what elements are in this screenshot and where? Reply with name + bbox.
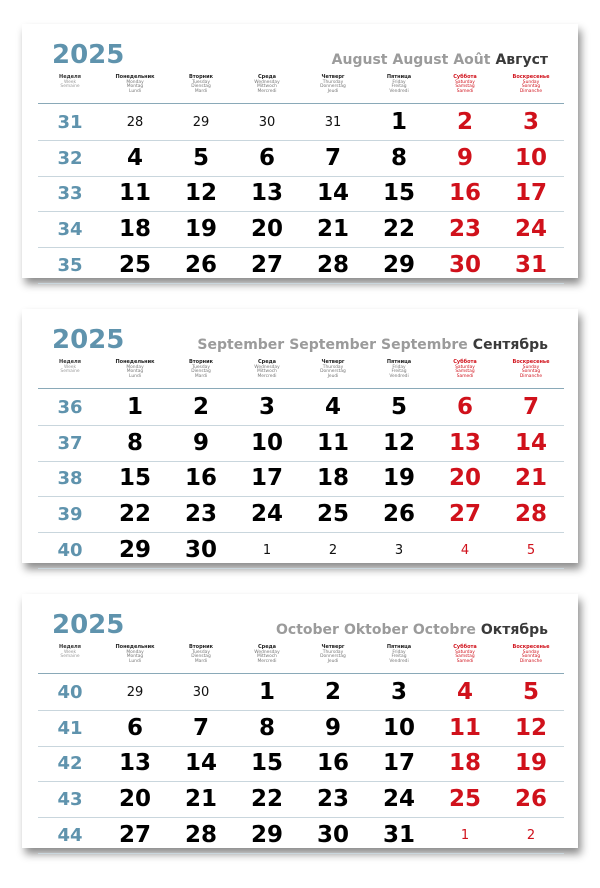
month-name: September bbox=[197, 337, 285, 353]
day-cell: 26 bbox=[382, 501, 415, 528]
week-row bbox=[38, 533, 564, 569]
weekday-header-cell bbox=[102, 645, 168, 673]
week-column-header bbox=[38, 645, 102, 673]
weekday-name: Воскресенье bbox=[512, 644, 550, 650]
week-number: 43 bbox=[57, 789, 83, 811]
day-cell: 6 bbox=[258, 144, 275, 171]
weekday-translation: Mittwoch bbox=[257, 84, 277, 90]
weekday-translation: Mittwoch bbox=[257, 369, 277, 375]
week-row bbox=[38, 212, 564, 248]
day-cell: 23 bbox=[448, 216, 481, 243]
day-cell: 27 bbox=[250, 252, 283, 279]
weekday-translation: Freitag bbox=[391, 369, 407, 375]
month-title bbox=[276, 594, 548, 638]
month-title bbox=[332, 24, 548, 68]
week-rows bbox=[38, 675, 564, 854]
month-name: August bbox=[331, 52, 388, 68]
weekday-header-cell bbox=[234, 645, 300, 673]
week-number: 41 bbox=[57, 717, 83, 739]
weekday-translation: Week bbox=[63, 649, 77, 655]
weekday-translation: Week bbox=[63, 364, 77, 370]
day-cell: 31 bbox=[514, 252, 547, 279]
adjacent-month-day: 1 bbox=[262, 543, 272, 559]
weekday-translation: Montag bbox=[126, 84, 144, 90]
week-row bbox=[38, 105, 564, 141]
day-cell: 12 bbox=[382, 429, 415, 456]
day-cell: 17 bbox=[250, 465, 283, 492]
week-row bbox=[38, 711, 564, 747]
day-cell: 5 bbox=[192, 144, 209, 171]
weekday-header-cell bbox=[168, 75, 234, 103]
weekday-translation: Jeudi bbox=[327, 89, 339, 95]
weekday-header-cell bbox=[498, 360, 564, 388]
week-number: 32 bbox=[57, 147, 83, 169]
week-number: 44 bbox=[57, 825, 83, 847]
weekday-header-cell bbox=[498, 75, 564, 103]
week-row bbox=[38, 177, 564, 213]
day-cell: 15 bbox=[118, 465, 151, 492]
weekday-translation: Dienstag bbox=[191, 654, 211, 660]
weekday-header-cell bbox=[102, 75, 168, 103]
weekday-header-cell bbox=[432, 645, 498, 673]
month-name: Oktober bbox=[343, 622, 408, 638]
weekday-translation: Saturday bbox=[455, 649, 475, 655]
weekday-translation: Dimanche bbox=[519, 659, 543, 665]
day-cell: 22 bbox=[250, 786, 283, 813]
week-row bbox=[38, 747, 564, 783]
weekday-header-cell bbox=[366, 645, 432, 673]
month-name: Август bbox=[495, 52, 548, 68]
weekday-header-cell bbox=[168, 360, 234, 388]
weekday-name: Суббота bbox=[453, 74, 477, 80]
day-cell: 9 bbox=[192, 429, 209, 456]
weekday-name: Вторник bbox=[188, 359, 214, 365]
weekday-translation: Dienstag bbox=[191, 84, 211, 90]
day-cell: 13 bbox=[448, 429, 481, 456]
month-name: September bbox=[289, 337, 376, 353]
adjacent-month-day: 31 bbox=[324, 114, 342, 130]
weekday-translation: Wednesday bbox=[254, 649, 280, 655]
day-cell: 14 bbox=[514, 429, 547, 456]
month-name: Octobre bbox=[412, 622, 476, 638]
day-cell: 22 bbox=[118, 501, 151, 528]
adjacent-month-day: 5 bbox=[526, 543, 536, 559]
weekday-translation: Lundi bbox=[129, 659, 141, 665]
day-cell: 14 bbox=[316, 180, 349, 207]
weekday-translation: Friday bbox=[392, 79, 406, 85]
day-cell: 25 bbox=[118, 252, 151, 279]
weekday-header-cell bbox=[300, 645, 366, 673]
weekday-header-cell bbox=[300, 75, 366, 103]
weekday-header-cell bbox=[234, 360, 300, 388]
day-cell: 16 bbox=[184, 465, 217, 492]
week-row bbox=[38, 390, 564, 426]
weekday-name: Неделя bbox=[59, 644, 81, 650]
week-row bbox=[38, 248, 564, 284]
weekday-translation: Sunday bbox=[522, 79, 540, 85]
week-number: 34 bbox=[57, 219, 83, 241]
weekday-header-cell bbox=[366, 75, 432, 103]
weekday-name: Пятница bbox=[386, 644, 412, 650]
day-cell: 7 bbox=[192, 714, 209, 741]
weekday-name: Пятница bbox=[386, 74, 412, 80]
month-card bbox=[22, 594, 578, 848]
weekday-translation: Lundi bbox=[129, 374, 141, 380]
day-cell: 2 bbox=[192, 393, 209, 420]
weekday-translation: Wednesday bbox=[254, 364, 280, 370]
weekday-translation: Dimanche bbox=[519, 374, 543, 380]
day-cell: 16 bbox=[448, 180, 481, 207]
weekday-translation: Samstag bbox=[455, 84, 475, 90]
adjacent-month-day: 30 bbox=[258, 114, 276, 130]
weekday-translation: Samedi bbox=[456, 89, 474, 95]
weekday-translation: Samedi bbox=[456, 374, 474, 380]
weekday-translation: Monday bbox=[126, 649, 144, 655]
day-cell: 11 bbox=[448, 714, 481, 741]
weekday-translation: Montag bbox=[126, 654, 144, 660]
weekday-translation: Semaine bbox=[60, 84, 80, 90]
weekday-translation: Thursday bbox=[322, 79, 344, 85]
day-cell: 29 bbox=[382, 252, 415, 279]
day-cell: 13 bbox=[250, 180, 283, 207]
day-cell: 14 bbox=[184, 750, 217, 777]
day-cell: 5 bbox=[522, 678, 539, 705]
weekday-translation: Tuesday bbox=[192, 364, 210, 370]
week-column-header bbox=[38, 75, 102, 103]
month-name: August bbox=[392, 52, 449, 68]
month-name: Septembre bbox=[381, 337, 468, 353]
day-cell: 15 bbox=[250, 750, 283, 777]
weekday-translation: Week bbox=[63, 79, 77, 85]
week-number: 38 bbox=[57, 468, 83, 490]
day-cell: 30 bbox=[448, 252, 481, 279]
weekday-translation: Wednesday bbox=[254, 79, 280, 85]
day-cell: 8 bbox=[258, 714, 275, 741]
adjacent-month-day: 30 bbox=[192, 684, 210, 700]
weekday-translation: Saturday bbox=[455, 79, 475, 85]
weekday-translation: Monday bbox=[126, 79, 144, 85]
weekday-header-cell bbox=[168, 645, 234, 673]
day-cell: 3 bbox=[258, 393, 275, 420]
adjacent-month-day: 1 bbox=[460, 828, 470, 844]
day-cell: 23 bbox=[184, 501, 217, 528]
weekday-translation: Friday bbox=[392, 364, 406, 370]
weekday-translation: Lundi bbox=[129, 89, 141, 95]
day-cell: 26 bbox=[514, 786, 547, 813]
day-cell: 9 bbox=[324, 714, 341, 741]
day-cell: 18 bbox=[448, 750, 481, 777]
day-cell: 25 bbox=[448, 786, 481, 813]
month-name: October bbox=[276, 622, 339, 638]
weekday-translation: Jeudi bbox=[327, 374, 339, 380]
weekday-translation: Monday bbox=[126, 364, 144, 370]
weekday-name: Четверг bbox=[321, 644, 345, 650]
weekday-translation: Freitag bbox=[391, 84, 407, 90]
day-cell: 11 bbox=[118, 180, 151, 207]
day-cell: 26 bbox=[184, 252, 217, 279]
weekday-translation: Semaine bbox=[60, 369, 80, 375]
week-row bbox=[38, 497, 564, 533]
day-cell: 20 bbox=[250, 216, 283, 243]
day-cell: 30 bbox=[184, 537, 217, 564]
weekday-name: Понедельник bbox=[115, 359, 155, 365]
day-cell: 31 bbox=[382, 822, 415, 849]
weekday-name: Вторник bbox=[188, 74, 214, 80]
weekday-name: Понедельник bbox=[115, 74, 155, 80]
weekday-name: Суббота bbox=[453, 644, 477, 650]
day-cell: 3 bbox=[390, 678, 407, 705]
week-column-header bbox=[38, 360, 102, 388]
week-number: 31 bbox=[57, 111, 83, 133]
weekday-translation: Samstag bbox=[455, 654, 475, 660]
weekday-translation: Samedi bbox=[456, 659, 474, 665]
day-cell: 22 bbox=[382, 216, 415, 243]
week-row bbox=[38, 675, 564, 711]
day-cell: 24 bbox=[250, 501, 283, 528]
weekday-translation: Jeudi bbox=[327, 659, 339, 665]
day-cell: 3 bbox=[522, 108, 539, 135]
day-cell: 28 bbox=[514, 501, 547, 528]
weekday-name: Четверг bbox=[321, 359, 345, 365]
weekday-translation: Tuesday bbox=[192, 79, 210, 85]
weekday-translation: Montag bbox=[126, 369, 144, 375]
day-cell: 2 bbox=[324, 678, 341, 705]
day-cell: 19 bbox=[514, 750, 547, 777]
week-number: 40 bbox=[57, 681, 83, 703]
weekday-translation: Vendredi bbox=[389, 89, 409, 95]
day-cell: 10 bbox=[514, 144, 547, 171]
day-cell: 19 bbox=[184, 216, 217, 243]
weekday-translation: Vendredi bbox=[389, 659, 409, 665]
day-cell: 21 bbox=[184, 786, 217, 813]
weekday-translation: Thursday bbox=[322, 649, 344, 655]
day-cell: 13 bbox=[118, 750, 151, 777]
day-cell: 12 bbox=[184, 180, 217, 207]
adjacent-month-day: 28 bbox=[126, 114, 144, 130]
weekday-header bbox=[38, 75, 564, 104]
weekday-translation: Saturday bbox=[455, 364, 475, 370]
day-cell: 28 bbox=[316, 252, 349, 279]
day-cell: 24 bbox=[382, 786, 415, 813]
adjacent-month-day: 29 bbox=[192, 114, 210, 130]
day-cell: 20 bbox=[448, 465, 481, 492]
week-number: 40 bbox=[57, 540, 83, 562]
week-rows bbox=[38, 390, 564, 569]
weekday-translation: Dienstag bbox=[191, 369, 211, 375]
day-cell: 20 bbox=[118, 786, 151, 813]
week-number: 35 bbox=[57, 255, 83, 277]
day-cell: 10 bbox=[250, 429, 283, 456]
weekday-translation: Mardi bbox=[194, 659, 208, 665]
weekday-translation: Thursday bbox=[322, 364, 344, 370]
weekday-translation: Friday bbox=[392, 649, 406, 655]
day-cell: 7 bbox=[324, 144, 341, 171]
weekday-translation: Mercredi bbox=[257, 89, 277, 95]
weekday-name: Вторник bbox=[188, 644, 214, 650]
week-number: 33 bbox=[57, 183, 83, 205]
weekday-translation: Sonntag bbox=[521, 369, 541, 375]
weekday-name: Суббота bbox=[453, 359, 477, 365]
week-row bbox=[38, 782, 564, 818]
weekday-translation: Semaine bbox=[60, 654, 80, 660]
weekday-header-cell bbox=[432, 360, 498, 388]
year-label: 2025 bbox=[52, 40, 125, 70]
weekday-translation: Tuesday bbox=[192, 649, 210, 655]
weekday-header-cell bbox=[366, 360, 432, 388]
month-card bbox=[22, 24, 578, 278]
weekday-translation: Vendredi bbox=[389, 374, 409, 380]
day-cell: 2 bbox=[456, 108, 473, 135]
month-name: Août bbox=[453, 52, 491, 68]
day-cell: 29 bbox=[250, 822, 283, 849]
day-cell: 1 bbox=[258, 678, 275, 705]
weekday-name: Среда bbox=[257, 359, 277, 365]
day-cell: 11 bbox=[316, 429, 349, 456]
adjacent-month-day: 3 bbox=[394, 543, 404, 559]
weekday-header bbox=[38, 360, 564, 389]
week-number: 42 bbox=[57, 753, 83, 775]
day-cell: 4 bbox=[126, 144, 143, 171]
weekday-translation: Donnerstag bbox=[320, 84, 346, 90]
day-cell: 27 bbox=[118, 822, 151, 849]
adjacent-month-day: 2 bbox=[526, 828, 536, 844]
weekday-name: Неделя bbox=[59, 74, 81, 80]
weekday-translation: Sonntag bbox=[521, 84, 541, 90]
weekday-translation: Sunday bbox=[522, 364, 540, 370]
month-name: Сентябрь bbox=[472, 337, 548, 353]
day-cell: 8 bbox=[390, 144, 407, 171]
adjacent-month-day: 2 bbox=[328, 543, 338, 559]
weekday-header bbox=[38, 645, 564, 674]
adjacent-month-day: 29 bbox=[126, 684, 144, 700]
day-cell: 5 bbox=[390, 393, 407, 420]
weekday-name: Среда bbox=[257, 644, 277, 650]
week-number: 36 bbox=[57, 396, 83, 418]
weekday-translation: Mercredi bbox=[257, 374, 277, 380]
day-cell: 21 bbox=[316, 216, 349, 243]
day-cell: 18 bbox=[316, 465, 349, 492]
day-cell: 10 bbox=[382, 714, 415, 741]
day-cell: 9 bbox=[456, 144, 473, 171]
weekday-header-cell bbox=[102, 360, 168, 388]
day-cell: 24 bbox=[514, 216, 547, 243]
weekday-translation: Sonntag bbox=[521, 654, 541, 660]
day-cell: 27 bbox=[448, 501, 481, 528]
day-cell: 16 bbox=[316, 750, 349, 777]
day-cell: 25 bbox=[316, 501, 349, 528]
day-cell: 21 bbox=[514, 465, 547, 492]
day-cell: 1 bbox=[126, 393, 143, 420]
month-title bbox=[197, 309, 548, 353]
day-cell: 18 bbox=[118, 216, 151, 243]
week-row bbox=[38, 462, 564, 498]
day-cell: 4 bbox=[324, 393, 341, 420]
year-label: 2025 bbox=[52, 325, 125, 355]
month-name: Октябрь bbox=[480, 622, 548, 638]
weekday-name: Воскресенье bbox=[512, 359, 550, 365]
weekday-name: Пятница bbox=[386, 359, 412, 365]
week-rows bbox=[38, 105, 564, 284]
weekday-translation: Mercredi bbox=[257, 659, 277, 665]
weekday-name: Среда bbox=[257, 74, 277, 80]
adjacent-month-day: 4 bbox=[460, 543, 470, 559]
day-cell: 7 bbox=[522, 393, 539, 420]
month-card bbox=[22, 309, 578, 563]
week-number: 39 bbox=[57, 504, 83, 526]
weekday-header-cell bbox=[300, 360, 366, 388]
day-cell: 17 bbox=[382, 750, 415, 777]
day-cell: 6 bbox=[456, 393, 473, 420]
day-cell: 12 bbox=[514, 714, 547, 741]
week-number: 37 bbox=[57, 432, 83, 454]
day-cell: 23 bbox=[316, 786, 349, 813]
weekday-name: Четверг bbox=[321, 74, 345, 80]
day-cell: 6 bbox=[126, 714, 143, 741]
weekday-translation: Mardi bbox=[194, 374, 208, 380]
weekday-translation: Mardi bbox=[194, 89, 208, 95]
day-cell: 30 bbox=[316, 822, 349, 849]
day-cell: 15 bbox=[382, 180, 415, 207]
week-row bbox=[38, 141, 564, 177]
week-row bbox=[38, 818, 564, 854]
weekday-name: Воскресенье bbox=[512, 74, 550, 80]
weekday-translation: Donnerstag bbox=[320, 654, 346, 660]
day-cell: 28 bbox=[184, 822, 217, 849]
weekday-translation: Sunday bbox=[522, 649, 540, 655]
weekday-translation: Mittwoch bbox=[257, 654, 277, 660]
weekday-header-cell bbox=[432, 75, 498, 103]
day-cell: 8 bbox=[126, 429, 143, 456]
year-label: 2025 bbox=[52, 610, 125, 640]
weekday-header-cell bbox=[498, 645, 564, 673]
weekday-header-cell bbox=[234, 75, 300, 103]
day-cell: 19 bbox=[382, 465, 415, 492]
weekday-translation: Samstag bbox=[455, 369, 475, 375]
weekday-name: Понедельник bbox=[115, 644, 155, 650]
day-cell: 1 bbox=[390, 108, 407, 135]
weekday-translation: Donnerstag bbox=[320, 369, 346, 375]
weekday-translation: Freitag bbox=[391, 654, 407, 660]
weekday-translation: Dimanche bbox=[519, 89, 543, 95]
day-cell: 4 bbox=[456, 678, 473, 705]
day-cell: 17 bbox=[514, 180, 547, 207]
day-cell: 29 bbox=[118, 537, 151, 564]
weekday-name: Неделя bbox=[59, 359, 81, 365]
week-row bbox=[38, 426, 564, 462]
